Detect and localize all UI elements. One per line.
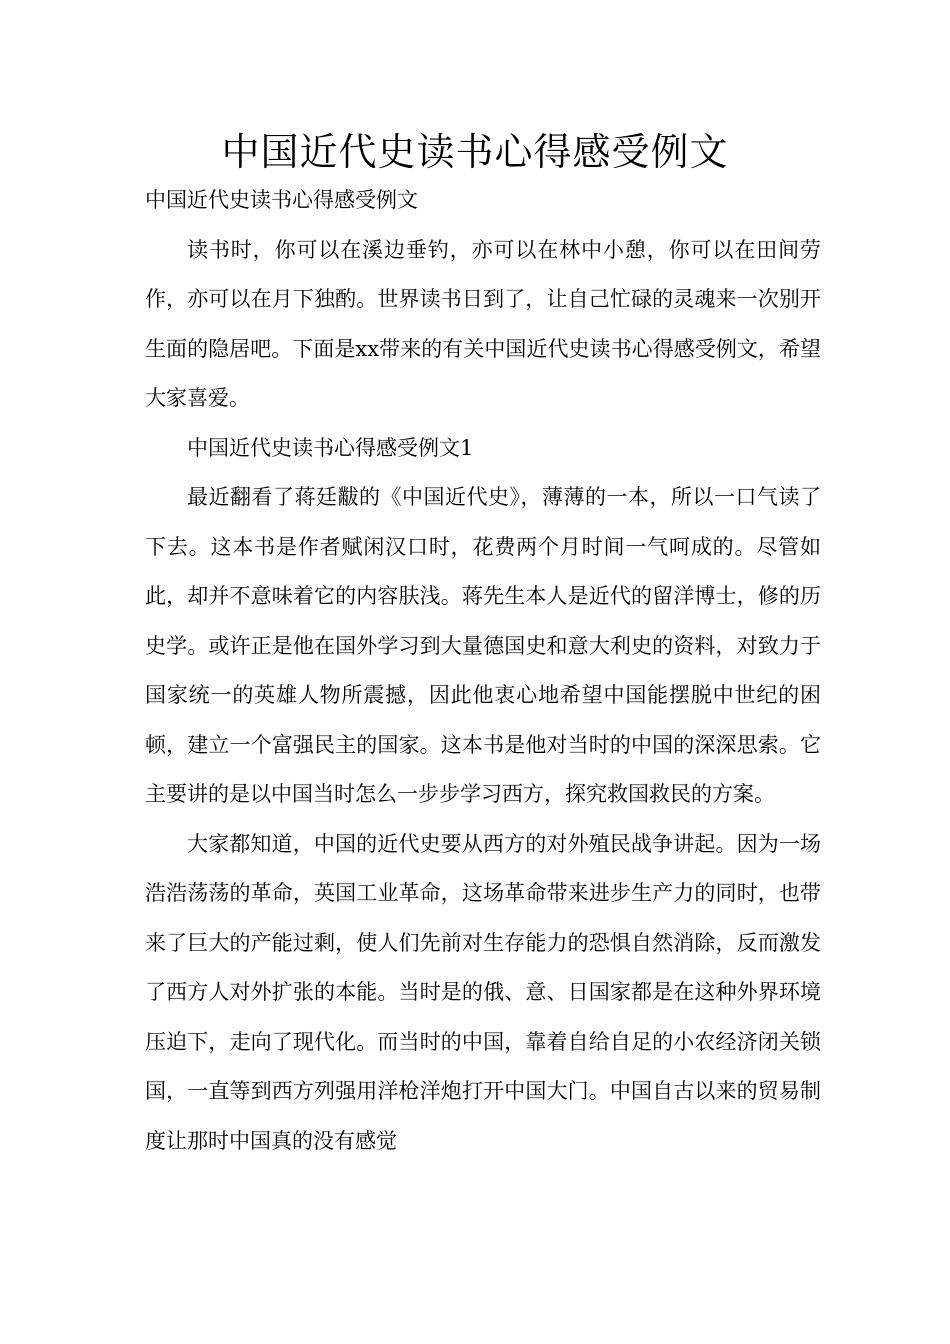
paragraph-history: 大家都知道，中国的近代史要从西方的对外殖民战争讲起。因为一场浩浩荡荡的革命，英国工业革命，这场革命带来进步生产力的同时，也带来了巨大的产能过剩，使人们先前对生存能力的恐惧自然消除，反而激发了西方人对外扩张的本能。当时是的俄、意、日国家都是在这种外界环境压迫下，走向了现代化。而当时的中国，靠着自给自足的小农经济闭关锁国，一直等到西方列强用洋枪洋炮打开中国大门。中国自古以来的贸易制度让那时中国真的没有感觉: [145, 831, 821, 1153]
document-body: [145, 176, 821, 1166]
paragraph-book-review: 最近翻看了蒋廷黻的《中国近代史》，薄薄的一本，所以一口气读了下去。这本书是作者赋闲汉口时，花费两个月时间一气呵成的。尽管如此，却并不意味着它的内容肤浅。蒋先生本人是近代的留洋博士，修的历史学。或许正是他在国外学习到大量德国史和意大利史的资料，对致力于国家统一的英雄人物所震撼，因此他衷心地希望中国能摆脱中世纪的困顿，建立一个富强民主的国家。这本书是他对当时的中国的深深思索。它主要讲的是以中国当时怎么一步步学习西方，探究救国救民的方案。: [145, 485, 821, 806]
paragraph-intro: 读书时，你可以在溪边垂钓，亦可以在林中小憩，你可以在田间劳作，亦可以在月下独酌。世界读书日到了，让自己忙碌的灵魂来一次别开生面的隐居吧。下面是xx带来的有关中国近代史读书心得感受例文，希望大家喜爱。: [145, 237, 821, 410]
document-title: 中国近代史读书心得感受例文: [221, 130, 729, 174]
section-heading: 中国近代史读书心得感受例文1: [187, 435, 474, 460]
document-subtitle: 中国近代史读书心得感受例文: [145, 188, 418, 212]
